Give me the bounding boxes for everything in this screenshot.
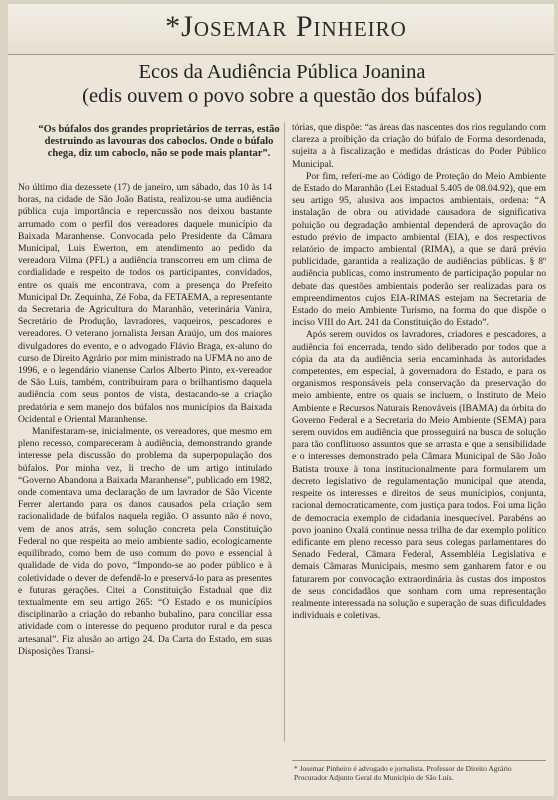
column-divider bbox=[284, 122, 285, 742]
paragraph: Após serem ouvidos os lavradores, criadores e pescadores, a audiência foi encerrada, tendo sido deliberado por todos que a cópia da ata da audiência seria encaminhada às autoridades competentes, em especial, à governadora do Estado, e para os organismos responsáveis pela conservação da preservação do meio ambiente, entre os quais se incluem, o Instituto de Meio Ambiente e Recursos Naturais Renováveis (IBAMA) da órbita do Governo Federal e a Secretaria do Meio Ambiente (SEMA) para serem ouvidos em audiência que prosseguirá na busca de solução para tão conflituoso assuntos que se arrasta e que a sensibilidade e o interesses demonstrado pela Câmara Municipal de São João Batista trouxe à tona institucionalmente para formularem um decreto legislativo de regulamentação municipal que atenda, respeite os interesses e direitos de seus munícipios, conjunta, racional democraticamente, com justiça para todos. Foi uma lição de democracia exemplo de cidadania inesquecível. Parabéns ao povo joanino Oxalá continue nessa trilha de dar exemplo político edificante em pleno recesso para seus colegas parlamentares do Senado Federal, Câmara Federal, Assembléia Legislativa e demais Câmaras Municipais, mesmo sem ganharem fator e ou faturarem por convocação extraordinária às custas dos impostos de seus concidadãos que sonham com uma representação realmente interessada na solução e superação de suas dificuldades individuais e coletivas. bbox=[292, 329, 546, 622]
left-column bbox=[18, 182, 272, 658]
title-line-1: Ecos da Audiência Pública Joanina bbox=[138, 61, 426, 83]
paragraph: Manifestaram-se, inicialmente, os vereadores, que mesmo em pleno recesso, compareceram à audiência, demonstrando grande interesse pela discussão do problema da superpopulação dos búfalos. Por minha vez, li trecho de um artigo intitulado “Governo Abandona a Baixada Maranhense”, publicado em 1982, onde comentava uma declaração de um lavrador de São Vicente Ferrer alertando para os danos causados pela criação sem racionalidade de búfalos naquela região. O assunto não é novo, vem de anos atrás, sem solução concreta pela Constituição Federal no que respeita ao meio ambiente sadio, ecologicamente equilibrado, como bem de uso comum do povo e essencial à qualidade de vida do povo, “Impondo-se ao poder público e à coletividade o dever de defendê-lo e preservá-lo para as presentes e futuras gerações. Citei a Constituição Estadual que diz textualmente em seu artigo 265: “O Estado e os municípios disciplinarão a criação do rebanho bubalino, para conciliar essa atividade com o interesse do pequeno produtor rural e da pesca artesanal”. Fiz alusão ao artigo 24. Da Carta do Estado, em suas Disposições Transi- bbox=[18, 426, 272, 657]
paragraph: tórias, que dispõe: “as áreas das nascentes dos rios regulando com clareza a proibição da criação do búfalo de Forma desordenada, sujeita a à fiscalização e medidas drásticas do Poder Público Municipal. bbox=[292, 122, 546, 170]
right-column bbox=[292, 122, 546, 622]
author-heading: *Josemar Pinheiro bbox=[165, 10, 407, 43]
author-footnote: * Josemar Pinheiro é advogado e jornalista. Professor de Direito Agrário Procurador Adjunto Geral do Município de São Luís. bbox=[294, 764, 512, 782]
title-line-2: (edis ouvem o povo sobre a questão dos búfalos) bbox=[82, 85, 482, 107]
paragraph: Por fim, referi-me ao Código de Proteção do Meio Ambiente de Estado do Maranhão (Lei Estadual 5.405 de 08.04.92), que em seu artigo 95, alusiva aos impactos ambientais, ordena: “A instalação de obra ou atividade causadora de significativa poluição ou degradação ambiental dependerá de aprovação do estudo prévio de impacto ambiental (EIA), e dos respectivos relatório de impacto ambiental (RIMA), a que se dará prévio publicidade, garantida a realização de audiências públicas. § 8º audiência publicas, como instrumento de participação popular no debate das questões ambientais poderão ser realizadas para os empreendimentos cujos EIA-RIMAS estejam na Secretaria de Estado do meio Ambiente Turismo, na forma do que dispõe o inciso VIII do Art. 241 da Constituição do Estado”. bbox=[292, 170, 546, 329]
newspaper-clipping bbox=[8, 4, 554, 796]
article-title bbox=[32, 60, 532, 108]
lead-quote: “Os búfalos dos grandes proprietários de terras, estão destruindo as lavouras dos caboclos. Onde o búfalo chega, diz um caboclo, não se pode mais plantar”. bbox=[38, 124, 280, 159]
paragraph: No último dia dezessete (17) de janeiro, um sábado, das 10 às 14 horas, na cidade de São João Batista, realizou-se uma audiência pública cuja importância e repercussão nos deixou bastante arrumado com o perfil dos vereadores daquele município da Baixada Maranhense. Convocada pelo Presidente da Câmara Municipal, Luis Ewerton, em atendimento ao pedido da vereadora Vilma (PFL) a audiência transcorreu em um clima de cordialidade e respeito de todos os participantes, convidados, entre os quais me encontrava, com a presença do Prefeito Municipal Dr. Zequinha, Zé Foba, da FETAEMA, a representante da Secretaria de Agricultura do Maranhão, veterinária Vanira, Secretário de Produção, lavradores, vaqueiros, pescadores e vereadores. O veterano jornalista Jersan Araújo, um dos maiores divulgadores do evento, e o advogado Flávio Braga, ex-aluno do curso de Direito Agrário por mim ministrado na UFMA no ano de 1996, e o legendário vianense Carlos Alberto Pinto, ex-vereador de São Luís, também, contribuiram para o brilhantismo daquela audiência com seus pontos de vista, destacando-se a criação predatória e sem manejo dos búfalos nos municípios da Baixada Ocidental e Oriental Maranhense. bbox=[18, 182, 272, 425]
footnote-rule bbox=[292, 760, 546, 761]
